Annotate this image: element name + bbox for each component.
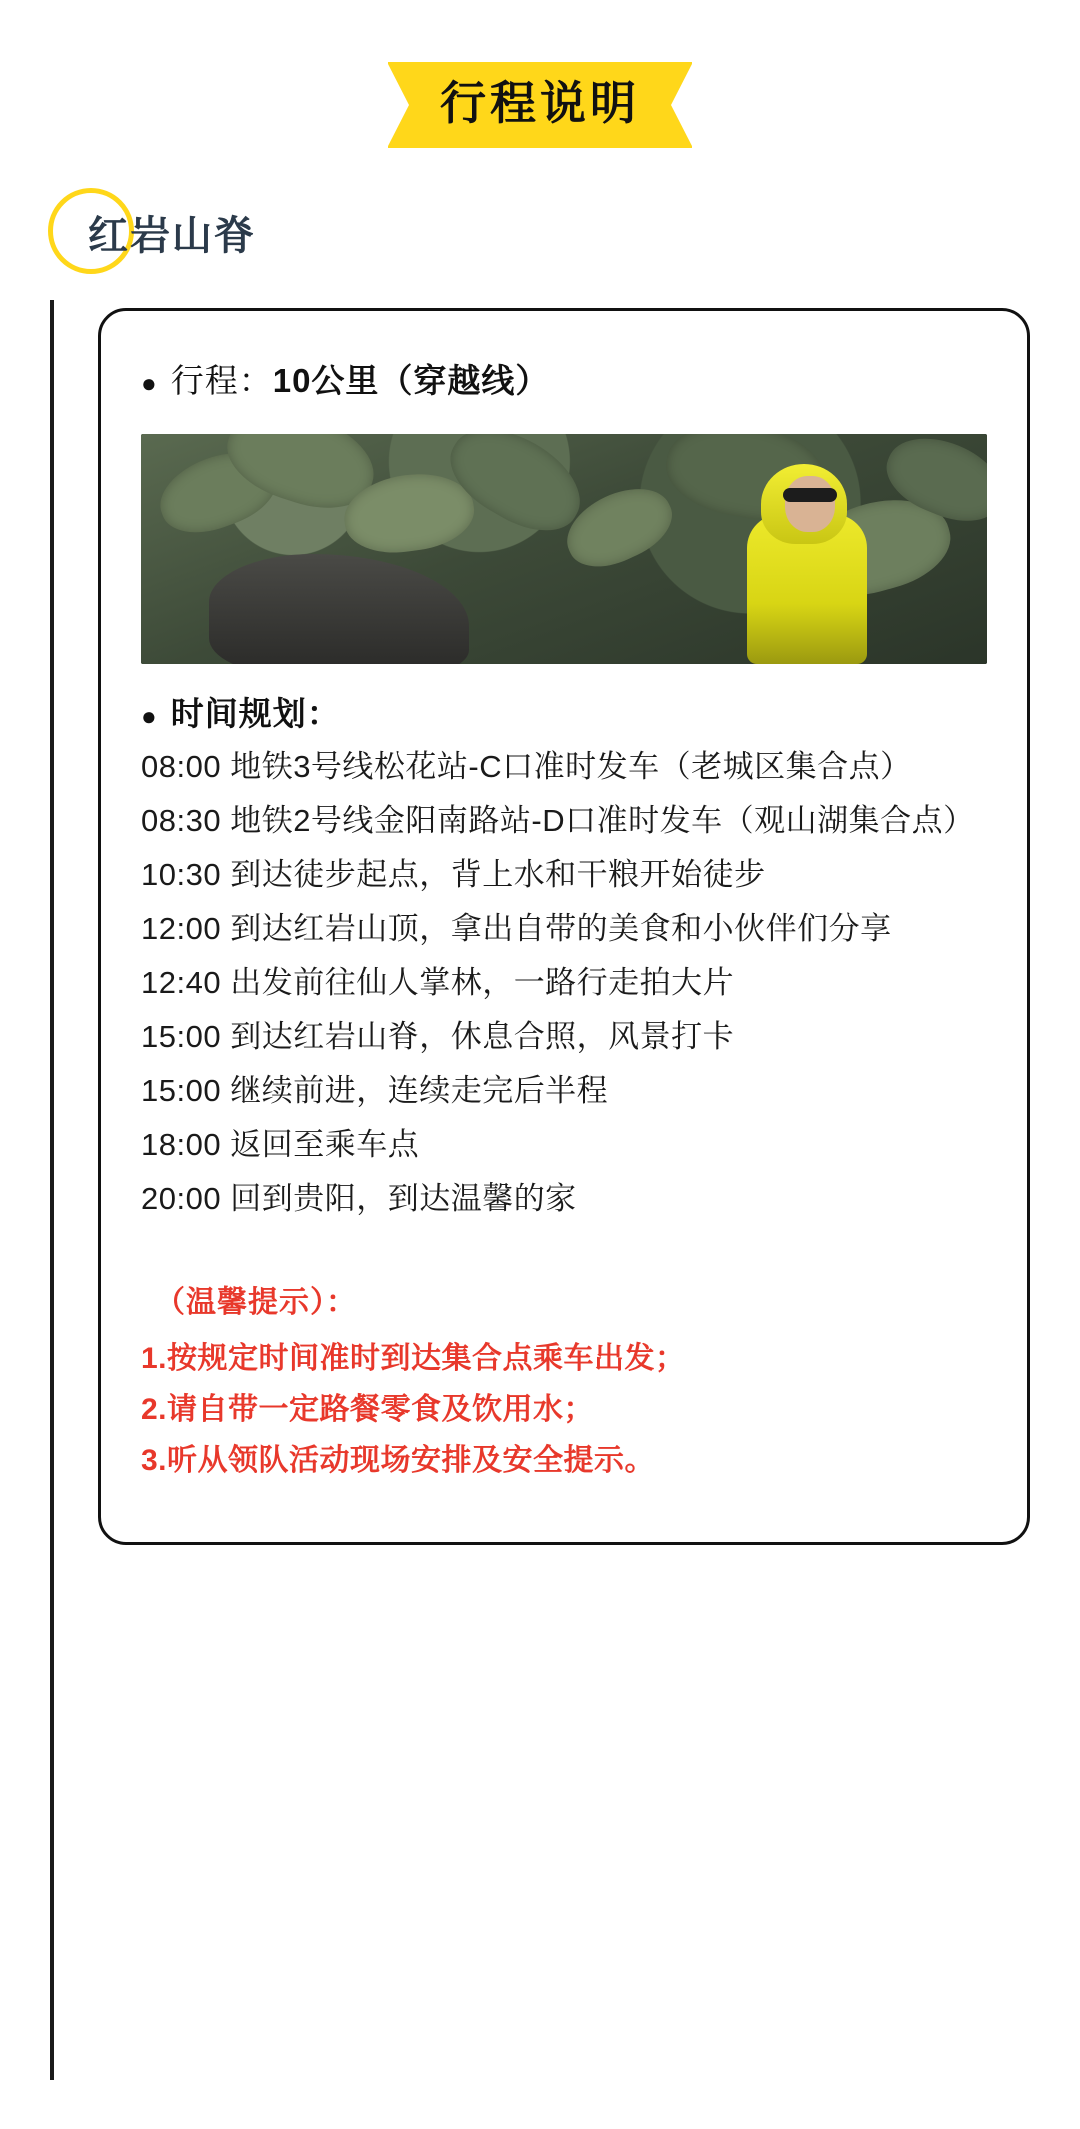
route-label: 行程：: [170, 362, 273, 399]
route-value: 10公里（穿越线）: [272, 362, 550, 399]
schedule-heading-label: 时间规划：: [170, 695, 341, 732]
sunglasses-icon: [783, 488, 837, 502]
list-item: 12:40 出发前往仙人掌林，一路行走拍大片: [141, 965, 735, 1001]
hiker-face: [785, 476, 835, 532]
hero-photo: [141, 434, 987, 664]
list-item: 12:00 到达红岩山顶，拿出自带的美食和小伙伴们分享: [141, 911, 892, 947]
bullet-dot-icon: ●: [141, 701, 157, 731]
list-item: 1.按规定时间准时到达集合点乘车出发；: [141, 1342, 686, 1376]
list-item: 3.听从领队活动现场安排及安全提示。: [141, 1444, 656, 1478]
vertical-divider: [50, 300, 54, 2080]
list-item: 15:00 继续前进，连续走完后半程: [141, 1073, 609, 1109]
list-item: 15:00 到达红岩山脊，休息合照，风景打卡: [141, 1019, 735, 1055]
section-header: [0, 186, 1080, 296]
tips-title: （温馨提示）：: [155, 1286, 357, 1320]
schedule-heading: [141, 688, 987, 735]
list-item: 20:00 回到贵阳，到达温馨的家: [141, 1181, 577, 1217]
list-item: 08:00 地铁3号线松花站-C口准时发车（老城区集合点）: [141, 749, 912, 784]
bullet-dot-icon: ●: [141, 368, 157, 398]
page-title: 行程说明: [440, 77, 640, 129]
itinerary-card: [98, 308, 1030, 1545]
list-item: 2.请自带一定路餐零食及饮用水；: [141, 1393, 595, 1427]
tips-section: [141, 1277, 987, 1486]
list-item: 08:30 地铁2号线金阳南路站-D口准时发车（观山湖集合点）: [141, 803, 975, 839]
route-line: [141, 355, 987, 402]
page-header: [0, 0, 1080, 148]
section-title: 红岩山脊: [88, 214, 256, 258]
list-item: 18:00 返回至乘车点: [141, 1127, 420, 1163]
title-banner: [388, 62, 692, 148]
schedule-list: [141, 743, 987, 1223]
list-item: 10:30 到达徒步起点，背上水和干粮开始徒步: [141, 857, 766, 893]
